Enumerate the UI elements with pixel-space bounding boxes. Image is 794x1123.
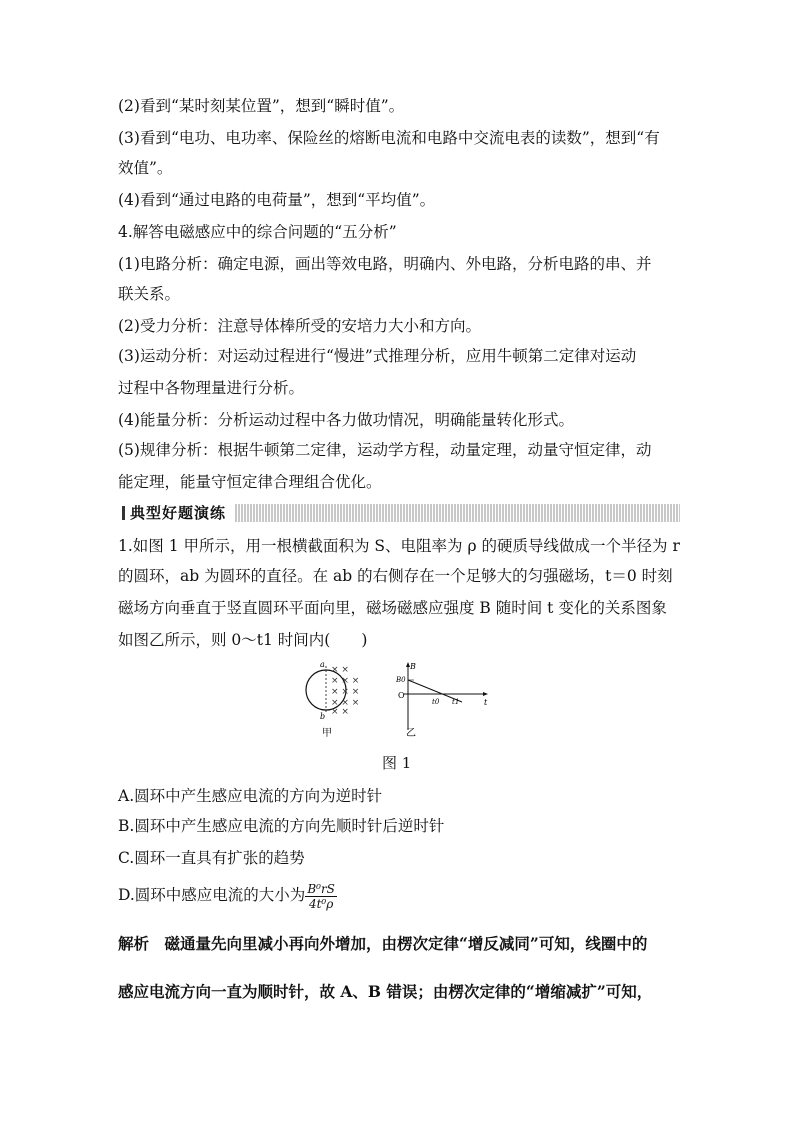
- label-yi: 乙: [406, 728, 416, 739]
- point-a-label: a: [320, 660, 325, 669]
- formula-numerator: B⁰rS: [307, 881, 335, 896]
- text-line: (4)看到“通过电路的电荷量”，想到“平均值”。: [118, 191, 436, 209]
- section-divider: [118, 504, 680, 522]
- text-line: 过程中各物理量进行分析。: [118, 379, 305, 397]
- axis-t-label: t: [484, 698, 488, 707]
- text-line: (5)规律分析：根据牛顿第二定律，运动学方程，动量定理，动量守恒定律，动: [118, 441, 652, 459]
- analysis-line: 解析 磁通量先向里减小再向外增加，由楞次定律“增反减同”可知，线圈中的: [118, 934, 648, 953]
- axis-b-label: B: [410, 662, 416, 671]
- label-jia: 甲: [322, 728, 332, 739]
- circle-diagram: [306, 660, 359, 739]
- option-d-formula: [305, 882, 337, 911]
- text-line: 效值”。: [118, 159, 173, 177]
- analysis-line: 感应电流方向一直为顺时针，故 A、B 错误；由楞次定律的“增缩减扩”可知，: [118, 982, 653, 1001]
- text-line: (3)运动分析：对运动过程进行“慢进”式推理分析，应用牛顿第二定律对运动: [118, 347, 637, 365]
- point-b-label: b: [320, 712, 326, 721]
- figure-1: [300, 660, 500, 742]
- option-a: A.圆环中产生感应电流的方向为逆时针: [118, 787, 383, 805]
- section-heading: 4.解答电磁感应中的综合问题的“五分析”: [118, 223, 397, 241]
- t0-label: t0: [432, 698, 440, 706]
- question-line: 的圆环，ab 为圆环的直径。在 ab 的右侧存在一个足够大的匀强磁场，t＝0 时刻: [118, 567, 673, 585]
- svg-text:× × ×: × × ×: [331, 676, 360, 686]
- b0-label: B0: [396, 676, 406, 684]
- b-t-graph: [395, 662, 488, 739]
- field-crosses: [331, 665, 359, 717]
- formula-denominator: 4t⁰ρ: [308, 896, 334, 911]
- option-c: C.圆环一直具有扩张的趋势: [118, 849, 305, 867]
- svg-text:× × ×: × × ×: [331, 687, 360, 697]
- text-line: 能定理，能量守恒定律合理组合优化。: [118, 473, 382, 491]
- text-line: (2)看到“某时刻某位置”，想到“瞬时值”。: [118, 97, 405, 115]
- svg-text:× ×: × ×: [331, 665, 349, 675]
- t1-label: t1: [452, 698, 460, 706]
- svg-text:× ×: × ×: [331, 707, 349, 717]
- text-line: (1)电路分析：确定电源，画出等效电路，明确内、外电路，分析电路的串、并: [118, 255, 652, 273]
- question-line: 1.如图 1 甲所示，用一根横截面积为 S、电阻率为 ρ 的硬质导线做成一个半径为 r: [118, 537, 680, 555]
- text-line: 联关系。: [118, 285, 181, 303]
- figure-caption: 图 1: [382, 754, 412, 772]
- option-b: B.圆环中产生感应电流的方向先顺时针后逆时针: [118, 817, 445, 835]
- origin-label: O: [398, 691, 405, 700]
- section-title: 典型好题演练: [118, 504, 234, 522]
- text-line: (3)看到“电功、电功率、保险丝的熔断电流和电路中交流电表的读数”，想到“有: [118, 129, 660, 147]
- svg-text:× × ×: × × ×: [331, 698, 360, 708]
- question-line: 如图乙所示，则 0～t1 时间内( ): [118, 631, 368, 649]
- option-d-text: D.圆环中感应电流的大小为: [118, 886, 306, 904]
- question-line: 磁场方向垂直于竖直圆环平面向里，磁场磁感应强度 B 随时间 t 变化的关系图象: [118, 599, 667, 617]
- text-line: (2)受力分析：注意导体棒所受的安培力大小和方向。: [118, 317, 481, 335]
- text-line: (4)能量分析：分析运动过程中各力做功情况，明确能量转化形式。: [118, 411, 574, 429]
- option-d: [118, 880, 337, 911]
